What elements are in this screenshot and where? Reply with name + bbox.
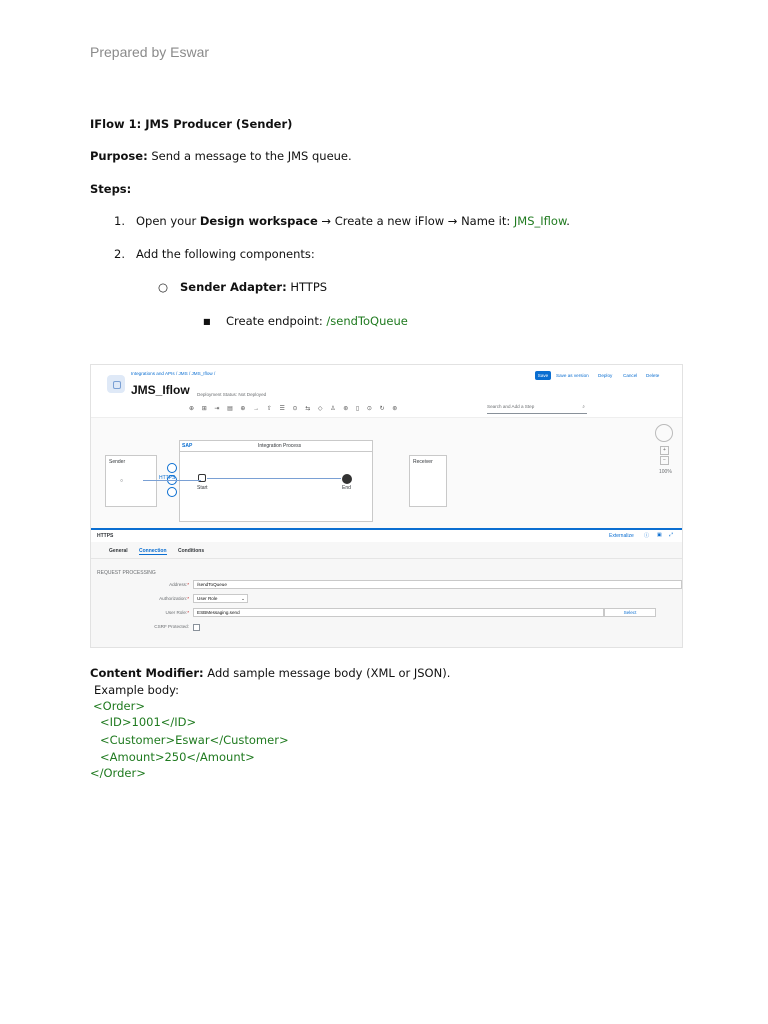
authorization-value: User Role — [197, 596, 218, 601]
step1-part-c: → Create a new iFlow → Name it: — [317, 214, 514, 228]
step1-number: 1. — [114, 214, 125, 228]
start-label: Start — [197, 485, 208, 491]
deploy-button[interactable]: Deploy — [598, 373, 613, 378]
steps-label: Steps: — [90, 182, 132, 196]
bullet1-value: HTTPS — [286, 280, 328, 294]
breadcrumb[interactable]: Integrations and APIs / JMS / JMS_Iflow / — [131, 371, 216, 376]
step-search-placeholder: Search and Add a Step — [487, 404, 535, 409]
address-field[interactable]: /sendToQueue — [193, 580, 682, 589]
authorization-select[interactable] — [193, 594, 248, 603]
example-label: Example body: — [94, 683, 180, 697]
properties-panel — [91, 528, 682, 648]
sender-label: Sender — [109, 459, 126, 465]
page-header: Prepared by Eswar — [90, 44, 210, 60]
content-modifier-text: Add sample message body (XML or JSON). — [203, 666, 451, 680]
xml-line-3: <Customer>Eswar</Customer> — [100, 733, 289, 747]
palette-toolbar[interactable]: ⊕ ⊞ ⇥ ▤ ⊕ → ⇧ ☰ ⊙ ⇆ ◇ ♙ ⊛ ▯ ⊙ ↻ ⊛ — [189, 406, 401, 412]
step1-part-a: Open your — [136, 214, 200, 228]
bullet1-marker: ○ — [158, 280, 169, 294]
https-flow-label: HTTPS — [159, 475, 176, 481]
sap-logo: SAP — [182, 443, 193, 449]
authorization-label: Authorization:* — [159, 596, 189, 601]
purpose-text: Send a message to the JMS queue. — [147, 149, 352, 163]
cancel-button[interactable]: Cancel — [623, 373, 638, 378]
select-button[interactable]: Select — [604, 608, 656, 617]
zoom-level: 100% — [659, 469, 672, 475]
bullet1-text — [180, 279, 327, 295]
step1-iflow-name: JMS_Iflow — [513, 214, 567, 228]
pool-label: Integration Process — [258, 443, 302, 449]
end-label: End — [342, 485, 351, 491]
app-icon — [107, 375, 125, 393]
xml-line-2: <ID>1001</ID> — [100, 715, 197, 729]
xml-line-5: </Order> — [90, 766, 146, 780]
bullet2-marker: ■ — [203, 317, 211, 326]
purpose-label: Purpose: — [90, 149, 148, 163]
step1-period: . — [566, 214, 570, 228]
tab-connection[interactable]: Connection — [139, 548, 167, 554]
zoom-in-button[interactable]: + — [660, 446, 669, 455]
csrf-label: CSRF Protected: — [154, 624, 189, 629]
iflow-screenshot — [90, 364, 683, 648]
zoom-out-button[interactable]: − — [660, 456, 669, 465]
step2-number: 2. — [114, 247, 125, 261]
receiver-pool[interactable] — [409, 455, 447, 507]
search-icon: ⌕ — [582, 404, 585, 409]
xml-line-4: <Amount>250</Amount> — [100, 750, 255, 764]
properties-header — [91, 530, 682, 542]
user-role-label: User Role:* — [165, 610, 189, 615]
externalize-button[interactable]: Externalize — [609, 533, 634, 539]
delete-handle[interactable] — [167, 487, 177, 497]
panel-title: HTTPS — [97, 533, 114, 539]
save-button[interactable]: Save — [535, 371, 551, 380]
csrf-checkbox[interactable] — [193, 624, 200, 631]
step1-workspace: Design workspace — [199, 214, 318, 228]
step1-text — [136, 213, 570, 229]
bullet2-endpoint: /sendToQueue — [326, 314, 408, 328]
doc-title: IFlow 1: JMS Producer (Sender) — [90, 117, 293, 131]
step-search-input[interactable] — [487, 404, 587, 414]
content-modifier-line — [90, 665, 450, 681]
maximize-icon[interactable]: ⤢ — [669, 532, 674, 538]
message-flow — [207, 478, 341, 479]
sender-pool[interactable] — [105, 455, 157, 507]
integration-process-pool[interactable] — [179, 440, 373, 522]
address-label: Address:* — [169, 582, 189, 587]
tab-conditions[interactable]: Conditions — [178, 548, 205, 554]
connector-handle[interactable] — [167, 463, 177, 473]
bullet2-text — [226, 313, 408, 329]
sender-icon: ○ — [120, 478, 124, 484]
section-title: REQUEST PROCESSING — [97, 570, 156, 576]
help-icon[interactable]: ⓘ — [644, 533, 650, 539]
deployment-status: Deployment Status: Not Deployed — [197, 392, 267, 397]
receiver-label: Receiver — [413, 459, 433, 465]
iflow-title: JMS_Iflow — [131, 383, 190, 397]
xml-line-1: <Order> — [93, 699, 145, 713]
chevron-down-icon: ⌄ — [241, 596, 245, 601]
bullet2-label: Create endpoint: — [226, 314, 327, 328]
end-event[interactable] — [342, 474, 352, 484]
save-as-version-button[interactable]: Save as version — [556, 373, 589, 378]
user-role-field[interactable]: ESBMessaging.send — [193, 608, 604, 617]
purpose-line — [90, 148, 352, 164]
iflow-canvas[interactable] — [91, 417, 682, 528]
delete-button[interactable]: Delete — [646, 373, 660, 378]
pan-control[interactable] — [655, 424, 673, 442]
content-modifier-label: Content Modifier: — [90, 666, 204, 680]
tab-general[interactable]: General — [109, 548, 128, 554]
panel-icon[interactable]: ▣ — [657, 532, 662, 538]
bullet1-label: Sender Adapter: — [180, 280, 287, 294]
step2-text: Add the following components: — [136, 247, 315, 261]
tab-divider — [91, 558, 682, 559]
